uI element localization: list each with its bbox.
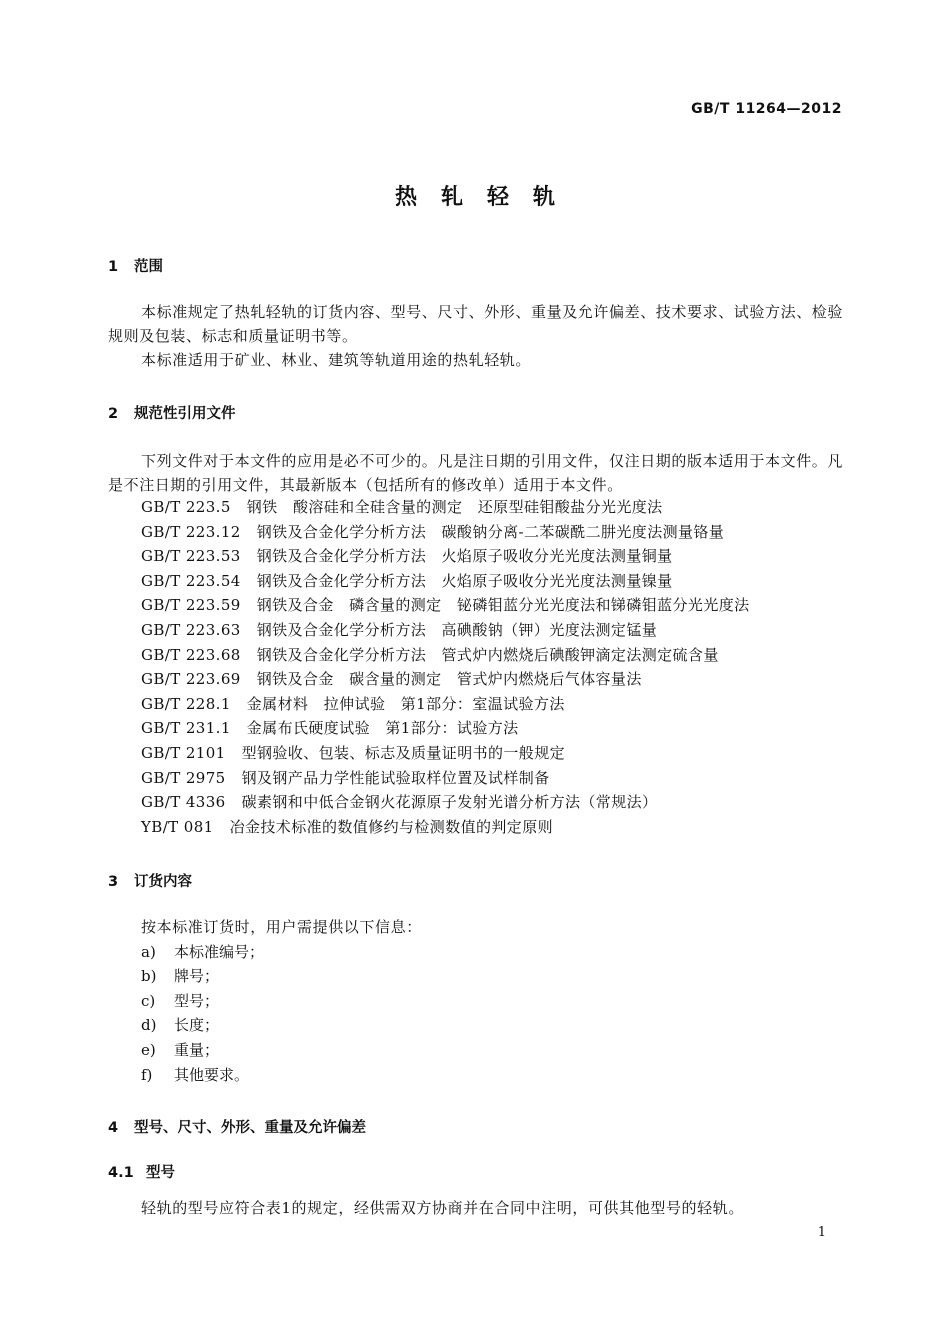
list-text: 型号； <box>174 991 220 1010</box>
reference-item <box>141 741 750 766</box>
list-item <box>141 940 422 965</box>
reference-code: GB/T 223.68 <box>141 645 241 664</box>
section-title: 规范性引用文件 <box>134 406 236 422</box>
list-item <box>141 989 422 1014</box>
reference-code: GB/T 223.63 <box>141 620 241 639</box>
list-label: d) <box>141 1016 157 1035</box>
reference-code: YB/T 081 <box>141 817 214 836</box>
list-text: 重量； <box>174 1040 220 1059</box>
reference-item <box>141 766 750 791</box>
reference-code: GB/T 223.54 <box>141 571 241 590</box>
reference-title: 钢及钢产品力学性能试验取样位置及试样制备 <box>241 768 550 787</box>
reference-item <box>141 815 750 840</box>
paragraph: 轻轨的型号应符合表1的规定，经供需双方协商并在合同中注明，可供其他型号的轻轨。 <box>141 1199 744 1217</box>
reference-title: 钢铁及合金化学分析方法 碳酸钠分离-二苯碳酰二肼光度法测量铬量 <box>256 522 725 541</box>
reference-code: GB/T 228.1 <box>141 694 231 713</box>
section-number: 2 <box>108 406 119 422</box>
reference-item <box>141 520 750 545</box>
reference-title: 金属材料 拉伸试验 第1部分：室温试验方法 <box>246 694 565 713</box>
list-item <box>141 964 422 989</box>
reference-code: GB/T 223.5 <box>141 498 231 516</box>
reference-item <box>141 692 750 717</box>
document-title: 热轧轻轨 <box>394 185 579 210</box>
reference-item <box>141 544 750 569</box>
list-label: a) <box>141 942 156 961</box>
section-title: 型号、尺寸、外形、重量及允许偏差 <box>134 1120 366 1136</box>
reference-title: 钢铁及合金化学分析方法 火焰原子吸收分光光度法测量镍量 <box>256 571 673 590</box>
reference-code: GB/T 223.12 <box>141 522 241 541</box>
reference-item <box>141 618 750 643</box>
reference-title: 钢铁及合金化学分析方法 高碘酸钠（钾）光度法测定锰量 <box>256 620 658 639</box>
section-number: 4 <box>108 1120 119 1136</box>
reference-title: 冶金技术标准的数值修约与检测数值的判定原则 <box>229 817 553 836</box>
reference-title: 钢铁 酸溶硅和全硅含量的测定 还原型硅钼酸盐分光光度法 <box>246 498 663 516</box>
section-4-heading <box>108 1116 366 1137</box>
paragraph: 本标准规定了热轧轻轨的订货内容、型号、尺寸、外形、重量及允许偏差、技术要求、试验方法、检验规则及包装、标志和质量证明书等。 <box>108 303 844 345</box>
list-text: 长度； <box>174 1016 220 1035</box>
list-label: b) <box>141 967 157 986</box>
list-item <box>141 1013 422 1038</box>
reference-item <box>141 495 750 520</box>
list-item <box>141 1038 422 1063</box>
reference-code: GB/T 223.59 <box>141 596 241 615</box>
reference-code: GB/T 2101 <box>141 743 226 762</box>
list-text: 本标准编号； <box>174 942 265 961</box>
paragraph: 下列文件对于本文件的应用是必不可少的。凡是注日期的引用文件，仅注日期的版本适用于本文件。凡是不注日期的引用文件，其最新版本（包括所有的修改单）适用于本文件。 <box>108 452 844 494</box>
page-number: 1 <box>817 1225 826 1240</box>
reference-code: GB/T 223.53 <box>141 547 241 566</box>
list-intro: 按本标准订货时，用户需提供以下信息： <box>141 918 422 936</box>
reference-list <box>141 495 750 839</box>
reference-title: 碳素钢和中低合金钢火花源原子发射光谱分析方法（常规法） <box>241 793 658 812</box>
list-label: e) <box>141 1040 156 1059</box>
reference-title: 钢铁及合金化学分析方法 火焰原子吸收分光光度法测量铜量 <box>256 547 673 566</box>
reference-title: 钢铁及合金化学分析方法 管式炉内燃烧后碘酸钾滴定法测定硫含量 <box>256 645 719 664</box>
reference-item <box>141 643 750 668</box>
reference-code: GB/T 4336 <box>141 793 226 812</box>
reference-code: GB/T 223.69 <box>141 670 241 689</box>
section-3-heading <box>108 870 192 891</box>
reference-item <box>141 790 750 815</box>
section-title: 订货内容 <box>134 874 192 890</box>
section-number: 4.1 <box>108 1165 134 1181</box>
section-title: 型号 <box>146 1165 175 1181</box>
reference-item <box>141 569 750 594</box>
reference-title: 型钢验收、包装、标志及质量证明书的一般规定 <box>241 743 566 762</box>
paragraph: 本标准适用于矿业、林业、建筑等轨道用途的热轧轻轨。 <box>141 351 532 369</box>
section-number: 1 <box>108 259 119 275</box>
reference-item <box>141 593 750 618</box>
list-text: 牌号； <box>174 967 220 986</box>
section-number: 3 <box>108 874 119 890</box>
section-title: 范围 <box>134 259 163 275</box>
section-1-heading <box>108 255 163 276</box>
reference-item <box>141 716 750 741</box>
list-item <box>141 1063 422 1088</box>
list-label: f) <box>141 1065 153 1084</box>
standard-number: GB/T 11264—2012 <box>691 101 842 117</box>
reference-code: GB/T 2975 <box>141 768 226 787</box>
reference-code: GB/T 231.1 <box>141 719 231 738</box>
reference-title: 金属布氏硬度试验 第1部分：试验方法 <box>246 719 519 738</box>
reference-title: 钢铁及合金 磷含量的测定 铋磷钼蓝分光光度法和锑磷钼蓝分光光度法 <box>256 596 750 615</box>
list-text: 其他要求。 <box>174 1065 250 1084</box>
reference-title: 钢铁及合金 碳含量的测定 管式炉内燃烧后气体容量法 <box>256 670 642 689</box>
section-2-heading <box>108 402 236 423</box>
order-info-list <box>141 915 422 1087</box>
section-4-1-heading <box>108 1161 175 1182</box>
list-label: c) <box>141 991 156 1010</box>
reference-item <box>141 667 750 692</box>
